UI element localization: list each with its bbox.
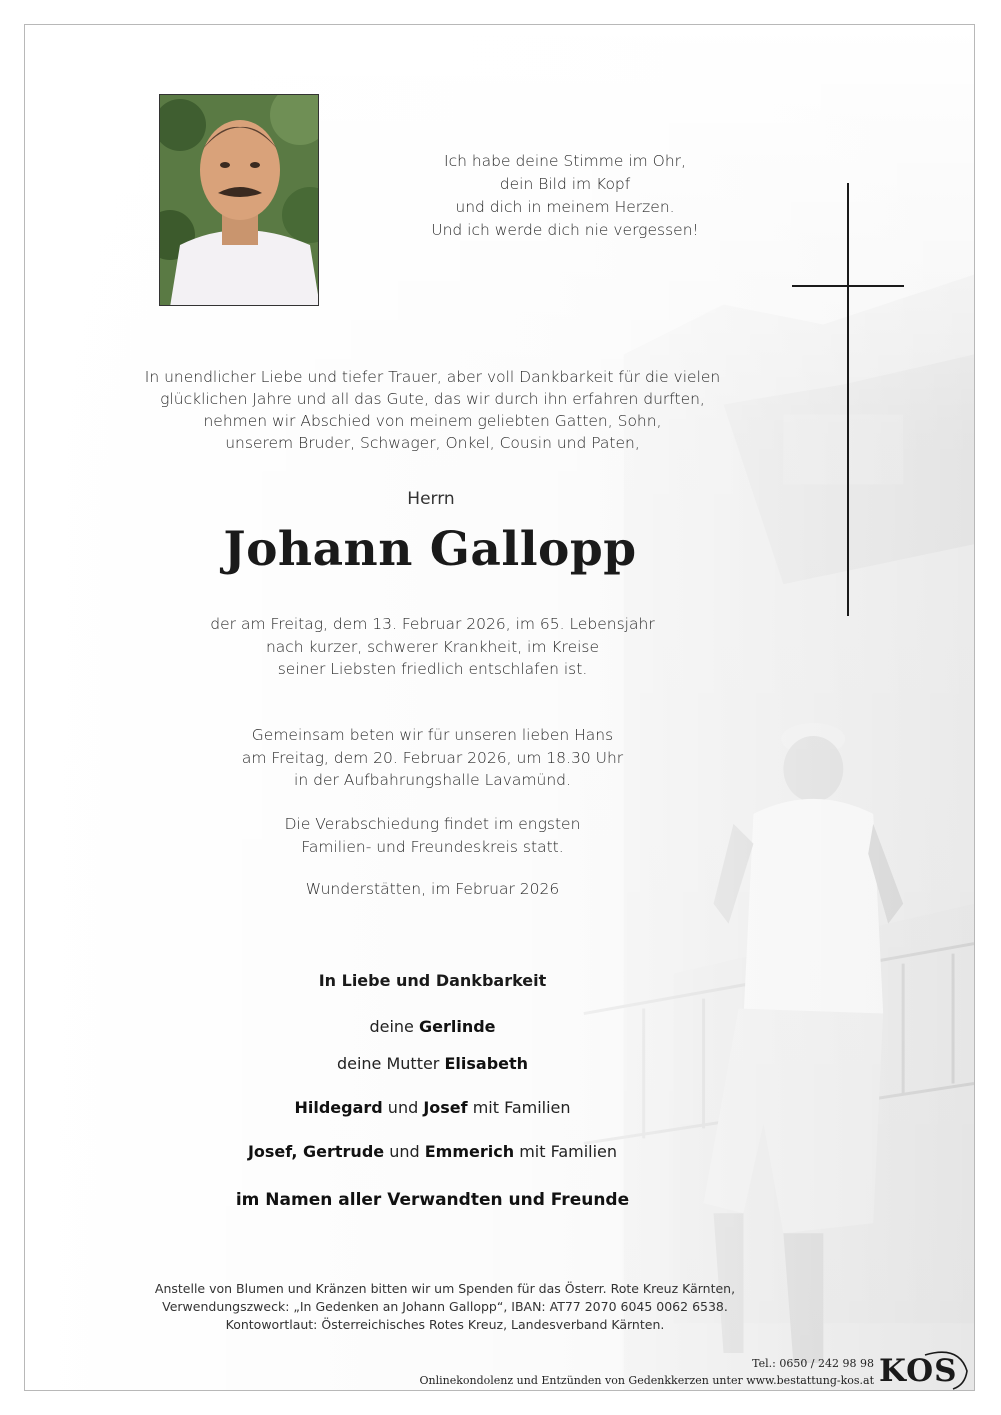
mourner-line	[175, 1142, 690, 1161]
mourner-conjunction: und	[382, 1098, 424, 1117]
obituary-card	[24, 24, 975, 1391]
prayer-info	[205, 724, 660, 792]
cross-vertical-bar	[847, 183, 849, 616]
place-date: Wunderstätten, im Februar 2026	[305, 880, 560, 898]
prayer-line: am Freitag, dem 20. Februar 2026, um 18.30 Uhr	[241, 748, 624, 767]
verse-line: Ich habe deine Stimme im Ohr,	[444, 152, 686, 170]
donation-line: Anstelle von Blumen und Kränzen bitten wir um Spenden für das Österr. Rote Kreuz Kärnten,	[154, 1281, 736, 1296]
salutation: Herrn	[407, 489, 455, 509]
intro-line: nehmen wir Abschied von meinem geliebten Gatten, Sohn,	[203, 412, 662, 430]
intro-line: unserem Bruder, Schwager, Onkel, Cousin und Paten,	[225, 434, 640, 452]
farewell-line: Familien- und Freundeskreis statt.	[301, 837, 564, 856]
mourner-suffix: mit Familien	[514, 1142, 618, 1161]
mourner-line	[175, 1098, 690, 1117]
mourner-conjunction: und	[384, 1142, 425, 1161]
prayer-line: in der Aufbahrungshalle Lavamünd.	[294, 771, 571, 789]
funeral-home-logo: KOS	[879, 1353, 958, 1389]
mourner-name: Gerlinde	[418, 1017, 496, 1036]
closing-line: im Namen aller Verwandten und Freunde	[235, 1190, 630, 1210]
donation-line: Kontowortlaut: Österreichisches Rotes Kreuz, Landesverband Kärnten.	[225, 1317, 665, 1332]
mourner-name: Josef	[423, 1098, 468, 1117]
death-notice-line: der am Freitag, dem 13. Februar 2026, im 65. Lebensjahr	[210, 615, 655, 633]
intro-line: In unendlicher Liebe und tiefer Trauer, aber voll Dankbarkeit für die vielen	[144, 368, 721, 386]
memorial-verse	[385, 150, 745, 242]
farewell-line: Die Verabschiedung findet im engsten	[284, 815, 581, 833]
mourner-line	[175, 1017, 690, 1036]
signoff: In Liebe und Dankbarkeit	[318, 971, 547, 990]
footer-online-condolence: Onlinekondolenz und Entzünden von Gedenkkerzen unter www.bestattung-kos.at	[419, 1374, 874, 1387]
mourner-name: Hildegard	[294, 1098, 383, 1117]
intro-line: glücklichen Jahre und all das Gute, das wir durch ihn erfahren durften,	[160, 390, 705, 408]
prayer-line: Gemeinsam beten wir für unseren lieben Hans	[251, 726, 614, 744]
death-notice-line: nach kurzer, schwerer Krankheit, im Kreise	[265, 637, 600, 656]
mourner-prefix: deine Mutter	[336, 1054, 445, 1073]
mourner-prefix: deine	[369, 1017, 419, 1036]
mourner-suffix: mit Familien	[467, 1098, 571, 1117]
donation-line: Verwendungszweck: „In Gedenken an Johann Gallopp“, IBAN: AT77 2070 6045 0062 6538.	[162, 1299, 728, 1314]
portrait-photo	[159, 94, 319, 306]
cross-horizontal-bar	[792, 285, 904, 287]
verse-line: dein Bild im Kopf	[499, 175, 631, 193]
intro-text	[115, 366, 750, 454]
mourner-name: Elisabeth	[444, 1054, 529, 1073]
death-notice-line: seiner Liebsten friedlich entschlafen ist.	[277, 660, 588, 678]
farewell-info	[245, 813, 620, 858]
footer-phone: Tel.: 0650 / 242 98 98	[752, 1357, 874, 1370]
verse-line: Und ich werde dich nie vergessen!	[431, 221, 699, 239]
deceased-name: Johann Gallopp	[223, 522, 637, 577]
mourner-name: Josef, Gertrude	[247, 1142, 385, 1161]
donation-note	[85, 1280, 805, 1334]
mourner-line	[175, 1054, 690, 1073]
verse-line: und dich in meinem Herzen.	[455, 198, 675, 216]
mourner-name: Emmerich	[424, 1142, 515, 1161]
death-notice	[165, 613, 700, 681]
